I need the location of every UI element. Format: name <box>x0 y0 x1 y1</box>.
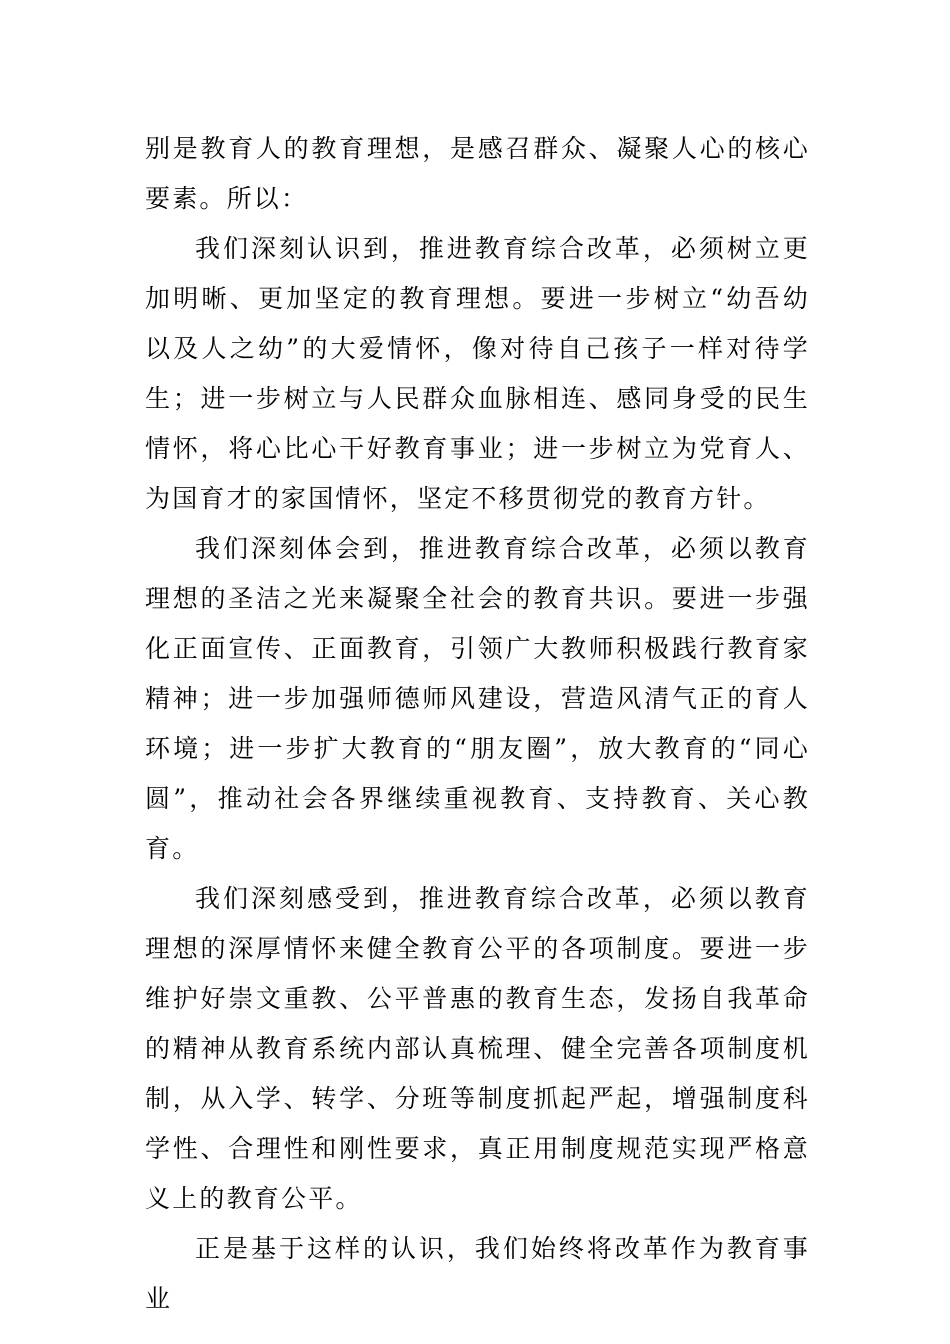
paragraph-4: 我们深刻感受到，推进教育综合改革，必须以教育理想的深厚情怀来健全教育公平的各项制度。要进一步维护好崇文重教、公平普惠的教育生态，发扬自我革命的精神从教育系统内部认真梳理、健全完善各项制度机制，从入学、转学、分班等制度抓起严起，增强制度科学性、合理性和刚性要求，真正用制度规范实现严格意义上的教育公平。 <box>145 884 810 1213</box>
paragraph-1: 别是教育人的教育理想，是感召群众、凝聚人心的核心要素。所以： <box>145 134 810 213</box>
paragraph-2: 我们深刻认识到，推进教育综合改革，必须树立更加明晰、更加坚定的教育理想。要进一步树立“幼吾幼以及人之幼”的大爱情怀，像对待自己孩子一样对待学生；进一步树立与人民群众血脉相连、感同身受的民生情怀，将心比心干好教育事业；进一步树立为党育人、为国育才的家国情怀，坚定不移贯彻党的教育方针。 <box>145 234 810 513</box>
paragraph-5: 正是基于这样的认识，我们始终将改革作为教育事业 <box>145 1234 810 1313</box>
document-body <box>145 124 810 1324</box>
paragraph-3: 我们深刻体会到，推进教育综合改革，必须以教育理想的圣洁之光来凝聚全社会的教育共识。要进一步强化正面宣传、正面教育，引领广大教师积极践行教育家精神；进一步加强师德师风建设，营造风清气正的育人环境；进一步扩大教育的“朋友圈”，放大教育的“同心圆”，推动社会各界继续重视教育、支持教育、关心教育。 <box>145 534 810 863</box>
